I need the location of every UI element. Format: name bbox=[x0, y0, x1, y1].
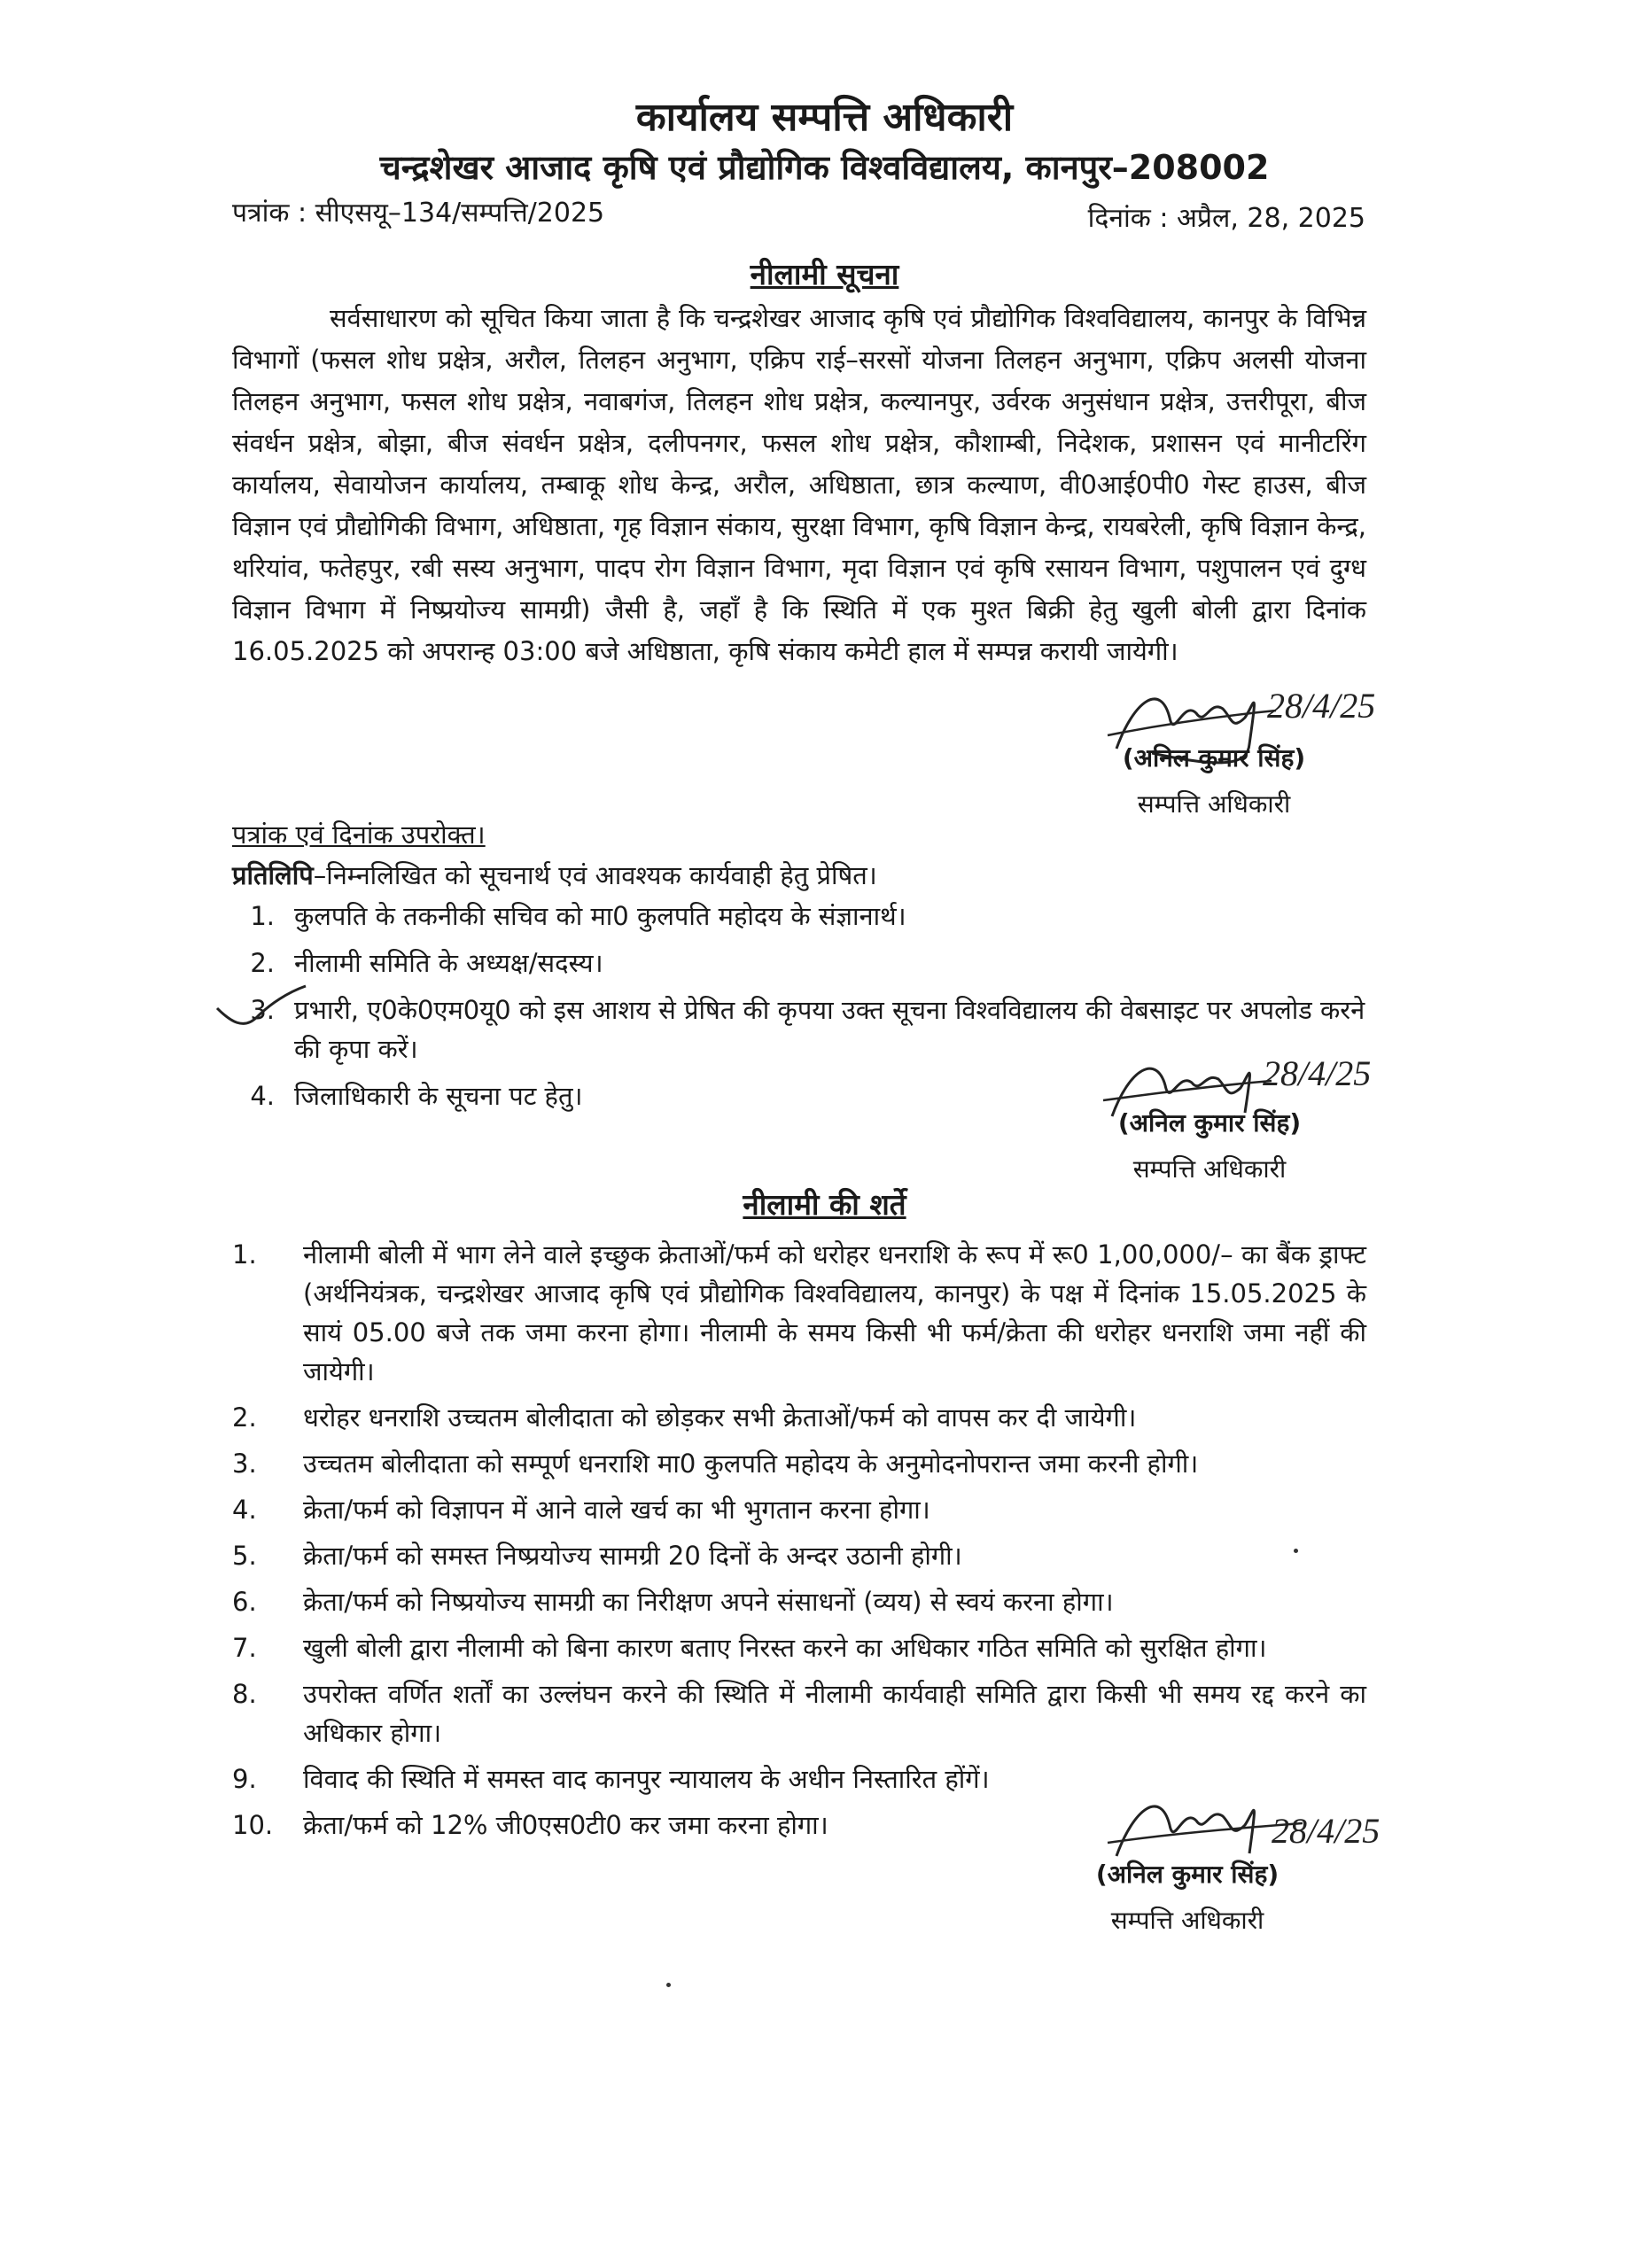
signature-3-date: 28/4/25 bbox=[1272, 1811, 1381, 1851]
list-item-number: 4. bbox=[232, 1495, 257, 1525]
list-item-number: 6. bbox=[232, 1587, 257, 1617]
list-item-text: उपरोक्त वर्णित शर्तों का उल्लंघन करने की स्थिति में नीलामी कार्यवाही समिति द्वारा किसी भी समय रद्द करने का अधिकार होगा। bbox=[303, 1679, 1366, 1748]
signatory-name: (अनिल कुमार सिंह) bbox=[1095, 1860, 1280, 1889]
tick-mark bbox=[213, 982, 310, 1035]
list-item-number: 10. bbox=[232, 1810, 274, 1840]
list-item-text: खुली बोली द्वारा नीलामी को बिना कारण बताए निरस्त करने का अधिकार गठित समिति को सुरक्षित होगा। bbox=[303, 1633, 1267, 1663]
list-item-text: क्रेता/फर्म को 12% जी0एस0टी0 कर जमा करना होगा। bbox=[303, 1810, 828, 1840]
list-item-text: क्रेता/फर्म को विज्ञापन में आने वाले खर्च का भी भुगतान करना होगा। bbox=[303, 1495, 930, 1525]
signatory-name: (अनिल कुमार सिंह) bbox=[1122, 743, 1306, 773]
signatory-name: (अनिल कुमार सिंह) bbox=[1117, 1108, 1302, 1138]
signatory-designation: सम्पत्ति अधिकारी bbox=[1137, 789, 1291, 819]
university-title: चन्द्रशेखर आजाद कृषि एवं प्रौद्योगिक विश्वविद्यालय, कानपुर–208002 bbox=[379, 148, 1270, 187]
document-date: दिनांक : अप्रैल, 28, 2025 bbox=[1087, 203, 1365, 234]
list-item-number: 2. bbox=[250, 948, 275, 978]
list-item-text: नीलामी बोली में भाग लेने वाले इच्छुक क्रेताओं/फर्म को धरोहर धनराशि के रूप में रू0 1,00,000/– का बैंक ड्राफ्ट (अर्थनियंत्रक, चन्द्रशेखर आजाद कृषि एवं प्रौद्योगिक विश्वविद्यालय, कानपुर) के पक्ष में दिनांक 15.05.2025 के सायं 05.00 बजे तक जमा करना होगा। नीलामी के समय किसी भी फर्म/क्रेता की धरोहर धनराशि जमा नहीं की जायेगी। bbox=[303, 1239, 1366, 1386]
copy-intro bbox=[232, 858, 877, 892]
list-item bbox=[232, 1444, 1366, 1483]
list-item-number: 4. bbox=[250, 1081, 275, 1111]
scan-speck bbox=[666, 1983, 671, 1987]
list-item bbox=[232, 1628, 1366, 1667]
list-item-text: क्रेता/फर्म को समस्त निष्प्रयोज्य सामग्री 20 दिनों के अन्दर उठानी होगी। bbox=[303, 1541, 962, 1571]
signatory-block-3 bbox=[1054, 1857, 1320, 1937]
scan-speck bbox=[1294, 1549, 1298, 1553]
list-item bbox=[232, 1490, 1366, 1529]
list-item bbox=[232, 1582, 1366, 1621]
list-item bbox=[232, 1536, 1366, 1575]
list-item bbox=[232, 1235, 1366, 1391]
list-item-number: 2. bbox=[232, 1402, 257, 1433]
terms-list bbox=[232, 1235, 1366, 1852]
list-item bbox=[232, 897, 1366, 936]
list-item-number: 3. bbox=[250, 995, 275, 1025]
list-item bbox=[232, 944, 1366, 983]
list-item-text: उच्चतम बोलीदाता को सम्पूर्ण धनराशि मा0 कुलपति महोदय के अनुमोदनोपरान्त जमा करनी होगी। bbox=[303, 1449, 1199, 1479]
list-item-text: विवाद की स्थिति में समस्त वाद कानपुर न्यायालय के अधीन निस्तारित होंगें। bbox=[303, 1764, 990, 1794]
copy-intro-text: –निम्नलिखित को सूचनार्थ एवं आवश्यक कार्यवाही हेतु प्रेषित। bbox=[313, 860, 877, 890]
copy-intro-label: प्रतिलिपि bbox=[232, 860, 314, 890]
list-item-number: 8. bbox=[232, 1679, 257, 1709]
list-item-number: 1. bbox=[232, 1239, 257, 1270]
list-item-number: 1. bbox=[250, 901, 275, 931]
signatory-block-1 bbox=[1081, 741, 1347, 820]
list-item-number: 9. bbox=[232, 1764, 257, 1794]
list-item-number: 7. bbox=[232, 1633, 257, 1663]
list-item-number: 3. bbox=[232, 1449, 257, 1479]
list-item-text: नीलामी समिति के अध्यक्ष/सदस्य। bbox=[294, 948, 603, 978]
list-item-text: जिलाधिकारी के सूचना पट हेतु। bbox=[294, 1081, 583, 1111]
list-item-text: धरोहर धनराशि उच्चतम बोलीदाता को छोड़कर सभी क्रेताओं/फर्म को वापस कर दी जायेगी। bbox=[303, 1402, 1137, 1433]
list-item bbox=[232, 1674, 1366, 1752]
signatory-block-2 bbox=[1077, 1106, 1342, 1185]
signature-1-date: 28/4/25 bbox=[1267, 686, 1376, 726]
reference-number: पत्रांक : सीएसयू–134/सम्पत्ति/2025 bbox=[232, 198, 605, 229]
list-item-number: 5. bbox=[232, 1541, 257, 1571]
notice-heading: नीलामी सूचना bbox=[750, 257, 899, 291]
office-title: कार्यालय सम्पत्ति अधिकारी bbox=[635, 95, 1014, 140]
list-item-text: क्रेता/फर्म को निष्प्रयोज्य सामग्री का निरीक्षण अपने संसाधनों (व्यय) से स्वयं करना होगा। bbox=[303, 1587, 1114, 1617]
list-item-text: कुलपति के तकनीकी सचिव को मा0 कुलपति महोदय के संज्ञानार्थ। bbox=[294, 901, 906, 931]
notice-body: सर्वसाधारण को सूचित किया जाता है कि चन्द्रशेखर आजाद कृषि एवं प्रौद्योगिक विश्वविद्यालय, कानपुर के विभिन्न विभागों (फसल शोध प्रक्षेत्र, अरौल, तिलहन अनुभाग, एक्रिप राई–सरसों योजना तिलहन अनुभाग, एक्रिप अलसी योजना तिलहन अनुभाग, फसल शोध प्रक्षेत्र, नवाबगंज, तिलहन शोध प्रक्षेत्र, कल्यानपुर, उर्वरक अनुसंधान प्रक्षेत्र, उत्तरीपूरा, बीज संवर्धन प्रक्षेत्र, बोझा, बीज संवर्धन प्रक्षेत्र, दलीपनगर, फसल शोध प्रक्षेत्र, कौशाम्बी, निदेशक, प्रशासन एवं मानीटरिंग कार्यालय, सेवायोजन कार्यालय, तम्बाकू शोध केन्द्र, अरौल, अधिष्ठाता, छात्र कल्याण, वी0आई0पी0 गेस्ट हाउस, बीज विज्ञान एवं प्रौद्योगिकी विभाग, अधिष्ठाता, गृह विज्ञान संकाय, सुरक्षा विभाग, कृषि विज्ञान केन्द्र, रायबरेली, कृषि विज्ञान केन्द्र, थरियांव, फतेहपुर, रबी सस्य अनुभाग, पादप रोग विज्ञान विभाग, मृदा विज्ञान एवं कृषि रसायन विभाग, पशुपालन एवं दुग्ध विज्ञान विभाग में निष्प्रयोज्य सामग्री) जैसी है, जहाँ है कि स्थिति में एक मुश्त बिक्री हेतु खुली बोली द्वारा दिनांक 16.05.2025 को अपरान्ह 03:00 बजे अधिष्ठाता, कृषि संकाय कमेटी हाल में सम्पन्न करायी जायेगी। bbox=[232, 303, 1366, 666]
signatory-designation: सम्पत्ति अधिकारी bbox=[1110, 1906, 1264, 1935]
signature-2-date: 28/4/25 bbox=[1263, 1053, 1372, 1093]
signatory-designation: सम्पत्ति अधिकारी bbox=[1132, 1154, 1287, 1184]
list-item-text: प्रभारी, ए0के0एम0यू0 को इस आशय से प्रेषित की कृपया उक्त सूचना विश्वविद्यालय की वेबसाइट पर अपलोड करने की कृपा करें। bbox=[294, 995, 1365, 1064]
terms-heading: नीलामी की शर्ते bbox=[743, 1187, 906, 1222]
copy-reference: पत्रांक एवं दिनांक उपरोक्त। bbox=[232, 819, 486, 850]
list-item bbox=[232, 1398, 1366, 1437]
